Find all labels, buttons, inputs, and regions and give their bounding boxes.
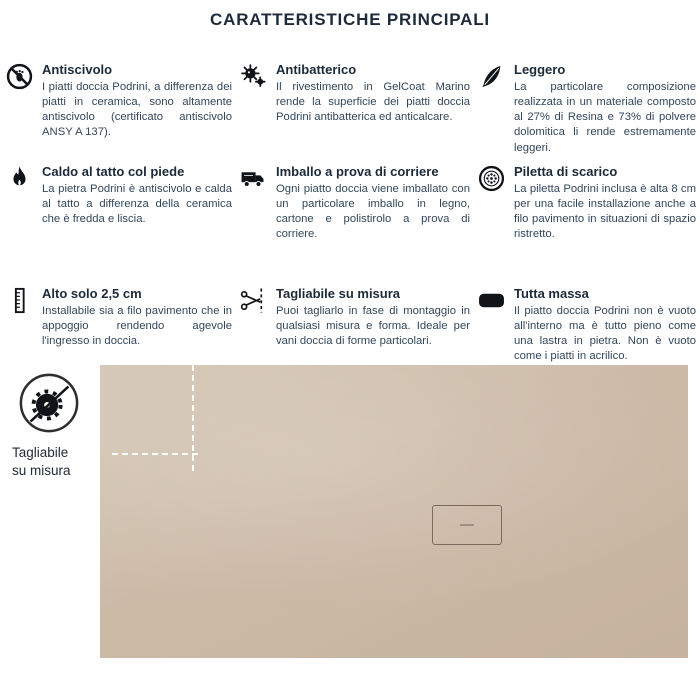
- feature-title: Tutta massa: [514, 286, 589, 301]
- page-title: CARATTERISTICHE PRINCIPALI: [210, 10, 490, 29]
- feature-antiscivolo: [6, 62, 232, 141]
- feature-imballo: [240, 164, 470, 243]
- feature-title: Antiscivolo: [42, 62, 113, 77]
- delivery-truck-icon: [240, 164, 267, 243]
- badge-label: Tagliabile su misura: [12, 445, 71, 479]
- feather-icon: [478, 62, 505, 156]
- feature-leggero: [478, 62, 696, 156]
- feature-body: La particolare composizione realizzata in un materiale composto al 27% di Resina e 73% di polvere dolomitica li rende estremamente leggeri.: [514, 81, 696, 154]
- solid-slab-icon: [478, 286, 505, 365]
- feature-body: Installabile sia a filo pavimento che in appoggio rendendo agevole l'ingresso in doccia.: [42, 305, 232, 348]
- feature-body: La piletta Podrini inclusa è alta 8 cm per una facile installazione anche a filo pavimento in situazioni di spazio ristretto.: [514, 183, 696, 241]
- feature-title: Caldo al tatto col piede: [42, 164, 185, 179]
- circular-saw-icon: [18, 372, 80, 434]
- no-slip-icon: [6, 62, 33, 141]
- drain-outline: [432, 505, 502, 545]
- feature-title: Tagliabile su misura: [276, 286, 401, 301]
- feature-caldo-al-tatto: [6, 164, 232, 227]
- feature-title: Leggero: [514, 62, 566, 77]
- scissors-icon: [240, 286, 267, 349]
- product-photo: [100, 365, 688, 658]
- drain-handle: [460, 525, 474, 526]
- feature-tutta-massa: [478, 286, 696, 365]
- feature-body: Il piatto doccia Podrini non è vuoto all'interno ma è tutto pieno come una lastra in pietra. Non è vuoto come i piatti in acrilico.: [514, 305, 696, 363]
- feature-tagliabile: [240, 286, 470, 349]
- feature-title: Piletta di scarico: [514, 164, 618, 179]
- feature-alto-25cm: [6, 286, 232, 349]
- drain-icon: [478, 164, 505, 243]
- feature-body: Puoi tagliarlo in fase di montaggio in qualsiasi misura e forma. Ideale per vani doccia di forme particolari.: [276, 305, 470, 348]
- feature-body: Ogni piatto doccia viene imballato con un particolare imballo in legno, cartone e polistirolo a prova di corriere.: [276, 183, 470, 241]
- cut-line-vertical: [192, 365, 194, 471]
- feature-body: I piatti doccia Podrini, a differenza dei piatti in ceramica, sono altamente antiscivolo (certificato antiscivolo ANSY A 137).: [42, 81, 232, 139]
- flame-icon: [6, 164, 33, 227]
- cut-line-horizontal: [112, 453, 198, 455]
- feature-title: Imballo a prova di corriere: [276, 164, 439, 179]
- feature-body: Il rivestimento in GelCoat Marino rende la superficie dei piatti doccia Podrini antibatterica ed anticalcare.: [276, 81, 470, 124]
- cut-to-size-badge: [14, 372, 86, 480]
- feature-body: La pietra Podrini è antiscivolo e calda al tatto a differenza della ceramica che è fredda e liscia.: [42, 183, 232, 226]
- feature-title: Antibatterico: [276, 62, 357, 77]
- feature-title: Alto solo 2,5 cm: [42, 286, 142, 301]
- ruler-icon: [6, 286, 33, 349]
- feature-piletta: [478, 164, 696, 243]
- feature-antibatterico: [240, 62, 470, 125]
- antibacterial-germ-icon: [240, 62, 267, 125]
